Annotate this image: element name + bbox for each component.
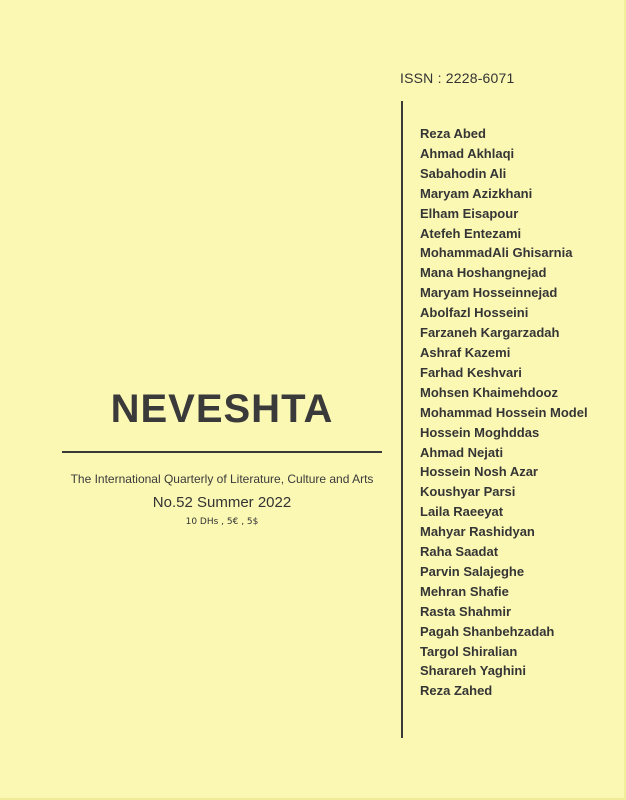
author-name: Laila Raeeyat bbox=[420, 504, 504, 520]
author-name: Sharareh Yaghini bbox=[420, 663, 526, 679]
author-name: Atefeh Entezami bbox=[420, 225, 522, 241]
author-name: Farhad Keshvari bbox=[420, 364, 522, 380]
author-name: MohammadAli Ghisarnia bbox=[420, 245, 573, 261]
author-name: Koushyar Parsi bbox=[420, 484, 516, 500]
author-name: Ashraf Kazemi bbox=[420, 344, 511, 360]
vertical-divider bbox=[401, 101, 403, 738]
author-name: Ahmad Nejati bbox=[420, 444, 504, 460]
author-name: Targol Shiralian bbox=[420, 643, 518, 659]
author-name: Hossein Moghddas bbox=[420, 424, 540, 440]
issn-number: ISSN : 2228-6071 bbox=[400, 70, 515, 86]
author-name: Raha Saadat bbox=[420, 544, 499, 560]
author-name: Farzaneh Kargarzadah bbox=[420, 325, 560, 341]
magazine-title: NEVESHTA bbox=[110, 387, 334, 431]
author-name: Parvin Salajeghe bbox=[420, 563, 525, 579]
author-name: Mahyar Rashidyan bbox=[420, 524, 535, 540]
author-name: Pagah Shanbehzadah bbox=[420, 623, 555, 639]
author-name: Maryam Hosseinnejad bbox=[420, 285, 558, 301]
author-name: Elham Eisapour bbox=[420, 205, 519, 221]
author-name: Reza Abed bbox=[420, 126, 486, 141]
author-name: Reza Zahed bbox=[420, 683, 493, 699]
author-name: Abolfazl Hosseini bbox=[420, 305, 529, 321]
author-name: Mana Hoshangnejad bbox=[420, 265, 547, 281]
author-list bbox=[420, 124, 588, 701]
author-name: Maryam Azizkhani bbox=[420, 185, 533, 201]
magazine-subtitle: The International Quarterly of Literature, Culture and Arts bbox=[70, 472, 374, 486]
title-rule bbox=[62, 451, 382, 453]
price-line: 10 DHs , 5€ , 5$ bbox=[185, 517, 259, 527]
author-name: Hossein Nosh Azar bbox=[420, 464, 538, 480]
author-name: Mohammad Hossein Model bbox=[420, 404, 588, 420]
author-name: Mehran Shafie bbox=[420, 583, 509, 599]
author-name: Rasta Shahmir bbox=[420, 603, 512, 619]
issue-number: No.52 Summer 2022 bbox=[152, 494, 292, 511]
author-name: Mohsen Khaimehdooz bbox=[420, 384, 558, 400]
author-name: Sabahodin Ali bbox=[420, 165, 507, 181]
author-name: Ahmad Akhlaqi bbox=[420, 145, 515, 161]
